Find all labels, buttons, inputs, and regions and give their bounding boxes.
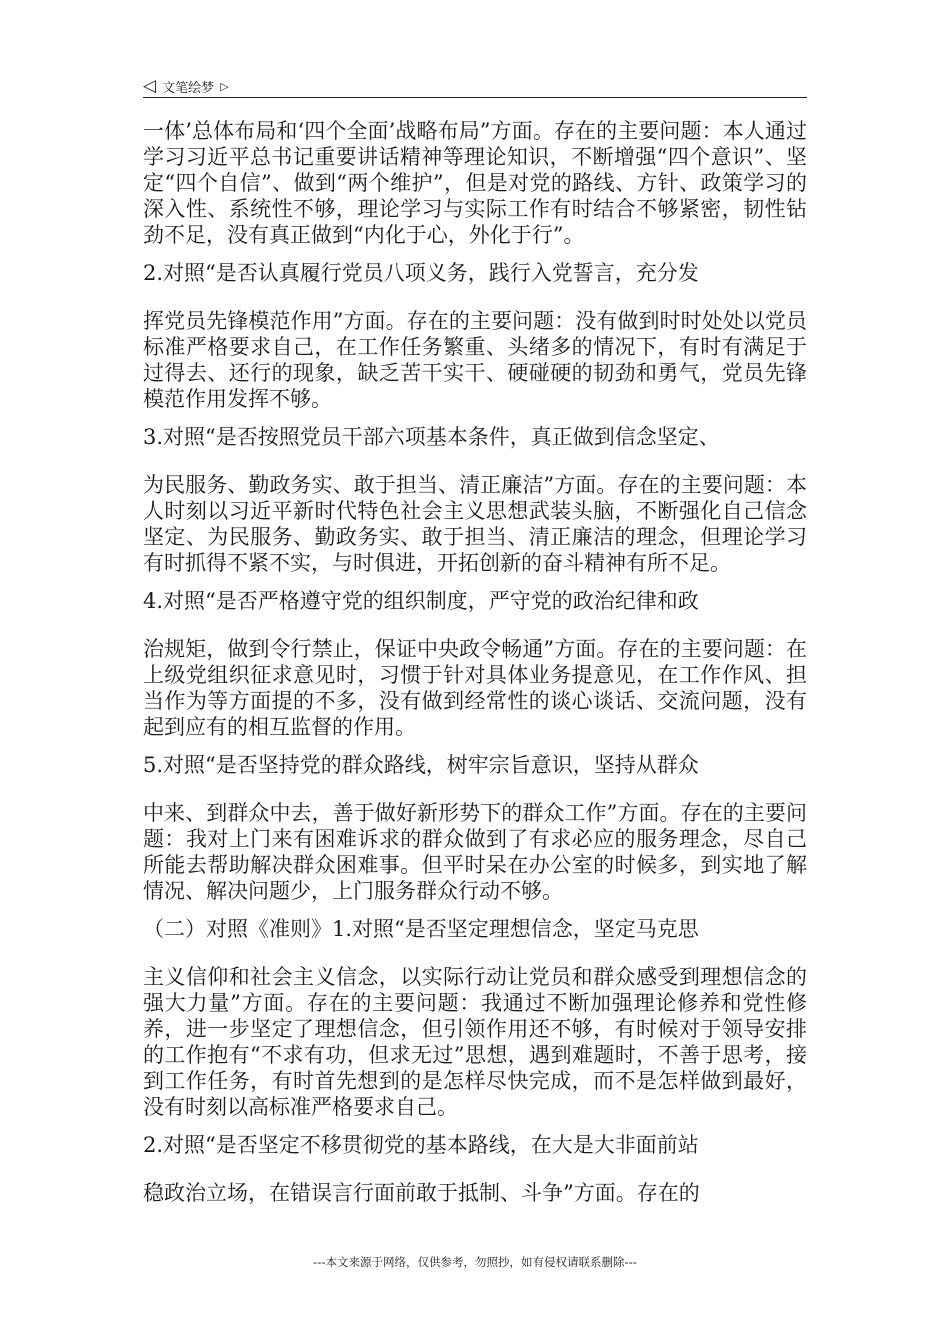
paragraph-3-heading: 3.对照“是否按照党员干部六项基本条件，真正做到信念坚定、 [143, 425, 720, 449]
section-2-body: 主义信仰和社会主义信念，以实际行动让党员和群众感受到理想信念的强大力量”方面。存在的主要问题：我通过不断加强理论修养和党性修养，进一步坚定了理想信念，但引领作用还不够，有时候对于领导安排的工作抱有“不求有功，但求无过”思想，遇到难题时，不善于思考，接到工作任务，有时首先想到的是怎样尽快完成，而不是怎样做到最好，没有时刻以高标准严格要求自己。 [143, 965, 807, 1119]
document-body [143, 118, 807, 1218]
header-divider [143, 97, 807, 98]
triangle-left-icon: ◁ [143, 75, 157, 96]
page-header [143, 74, 807, 98]
paragraph-2-heading: 2.对照“是否认真履行党员八项义务，践行入党誓言，充分发 [143, 261, 699, 285]
paragraph-1: 一体’总体布局和‘四个全面’战略布局”方面。存在的主要问题：本人通过学习习近平总书记重要讲话精神等理论知识，不断增强“四个意识”、坚定“四个自信”、做到“两个维护”，但是对党的路线、方针、政策学习的深入性、系统性不够，理论学习与实际工作有时结合不够紧密，韧性钻劲不足，没有真正做到“内化于心，外化于行”。 [143, 119, 807, 247]
paragraph-4-heading: 4.对照“是否严格遵守党的组织制度，严守党的政治纪律和政 [143, 589, 699, 613]
section-2-item-2-heading: 2.对照“是否坚定不移贯彻党的基本路线，在大是大非面前站 [143, 1133, 699, 1157]
paragraph-4-body: 治规矩，做到令行禁止，保证中央政令畅通”方面。存在的主要问题：在上级党组织征求意见时，习惯于针对具体业务提意见，在工作作风、担当作为等方面提的不多，没有做到经常性的谈心谈话、交流问题，没有起到应有的相互监督的作用。 [143, 637, 807, 739]
section-2-item-2-body: 稳政治立场，在错误言行面前敢于抵制、斗争”方面。存在的 [143, 1181, 700, 1205]
header-title: 文笔绘梦 [162, 80, 215, 96]
paragraph-2-body: 挥党员先锋模范作用”方面。存在的主要问题：没有做到时时处处以党员标准严格要求自己，在工作任务繁重、头绪多的情况下，有时有满足于过得去、还行的现象，缺乏苦干实干、硬碰硬的韧劲和勇气，党员先锋模范作用发挥不够。 [143, 309, 807, 411]
page-footer: ---本文来源于网络，仅供参考，勿照抄，如有侵权请联系删除--- [313, 1255, 637, 1269]
paragraph-3-body: 为民服务、勤政务实、敢于担当、清正廉洁”方面。存在的主要问题：本人时刻以习近平新时代特色社会主义思想武装头脑，不断强化自己信念坚定、为民服务、勤政务实、敢于担当、清正廉洁的理念，但理论学习有时抓得不紧不实，与时俱进，开拓创新的奋斗精神有所不足。 [143, 473, 807, 575]
paragraph-5-body: 中来、到群众中去，善于做好新形势下的群众工作”方面。存在的主要问题：我对上门来有困难诉求的群众做到了有求必应的服务理念，尽自己所能去帮助解决群众困难事。但平时呆在办公室的时候多，到实地了解情况、解决问题少，上门服务群众行动不够。 [143, 801, 807, 903]
paragraph-5-heading: 5.对照“是否坚持党的群众路线，树牢宗旨意识，坚持从群众 [143, 753, 699, 777]
section-2-heading: （二）对照《准则》1.对照“是否坚定理想信念，坚定马克思 [143, 917, 699, 941]
triangle-right-icon: ▷ [220, 79, 229, 93]
